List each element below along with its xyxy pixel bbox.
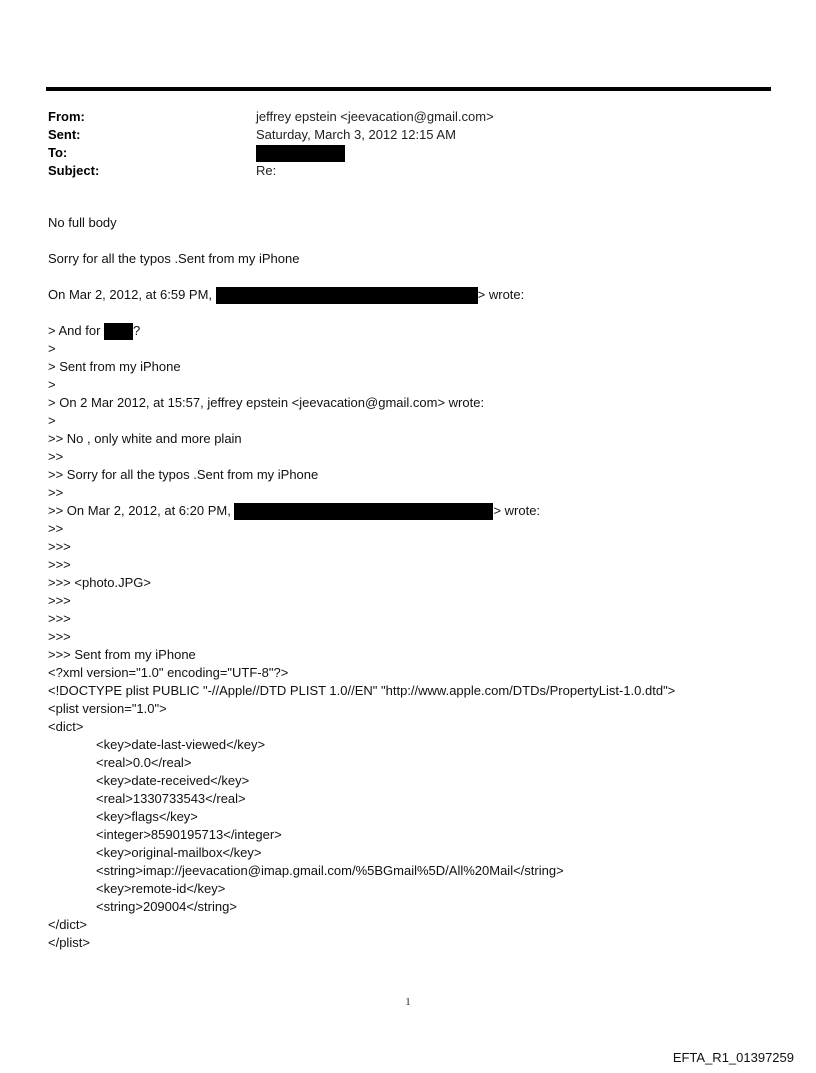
xml-line: <key>flags</key>: [96, 809, 198, 824]
to-row: [48, 144, 494, 162]
quoted-line: >>>: [48, 557, 71, 572]
quote-header-line: [48, 286, 675, 304]
quoted-line: >>: [48, 521, 64, 536]
quote-header-suffix: > wrote:: [477, 287, 525, 302]
quoted-line: >> Sorry for all the typos .Sent from my iPhone: [48, 467, 319, 482]
quoted-prefix: > And for: [48, 323, 105, 338]
bates-number: EFTA_R1_01397259: [672, 1050, 794, 1065]
quoted-line: >>> <photo.JPG>: [48, 575, 151, 590]
xml-line: <string>209004</string>: [96, 899, 237, 914]
from-row: [48, 108, 494, 126]
from-label: From:: [48, 109, 85, 124]
to-label: To:: [48, 145, 68, 160]
quoted-prefix: >> On Mar 2, 2012, at 6:20 PM,: [48, 503, 235, 518]
subject-row: [48, 162, 494, 180]
quoted-line: >> No , only white and more plain: [48, 431, 242, 446]
quoted-line: >: [48, 413, 56, 428]
xml-line: <!DOCTYPE plist PUBLIC "-//Apple//DTD PLIST 1.0//EN" "http://www.apple.com/DTDs/PropertyList-1.0.dtd">: [48, 683, 676, 698]
quoted-line: >: [48, 341, 56, 356]
subject-value: Re:: [256, 163, 277, 178]
xml-line: <?xml version="1.0" encoding="UTF-8"?>: [48, 665, 289, 680]
quoted-line: >>>: [48, 629, 71, 644]
quoted-line: > Sent from my iPhone: [48, 359, 181, 374]
xml-line: <key>remote-id</key>: [96, 881, 226, 896]
body-line: No full body: [48, 215, 117, 230]
quoted-line: [48, 502, 675, 520]
sender-redaction: [216, 287, 478, 304]
subject-label: Subject:: [48, 163, 100, 178]
quoted-line: >>>: [48, 611, 71, 626]
quoted-suffix: > wrote:: [493, 503, 541, 518]
xml-line: <key>original-mailbox</key>: [96, 845, 262, 860]
body-line: Sorry for all the typos .Sent from my iPhone: [48, 251, 300, 266]
xml-line: <string>imap://jeevacation@imap.gmail.com/%5BGmail%5D/All%20Mail</string>: [96, 863, 564, 878]
xml-line: <key>date-last-viewed</key>: [96, 737, 266, 752]
sent-value: Saturday, March 3, 2012 12:15 AM: [256, 127, 456, 142]
xml-line: <real>1330733543</real>: [96, 791, 246, 806]
xml-line: <integer>8590195713</integer>: [96, 827, 282, 842]
xml-line: <dict>: [48, 719, 84, 734]
quoted-line: >>> Sent from my iPhone: [48, 647, 196, 662]
from-value: jeffrey epstein <jeevacation@gmail.com>: [256, 109, 494, 124]
quoted-line: >>>: [48, 539, 71, 554]
quoted-suffix: ?: [133, 323, 141, 338]
to-redaction: [256, 145, 345, 162]
header-rule: [46, 87, 771, 91]
xml-line: <plist version="1.0">: [48, 701, 167, 716]
quoted-line: >: [48, 377, 56, 392]
name-redaction: [104, 323, 133, 340]
quoted-line: > On 2 Mar 2012, at 15:57, jeffrey epstein <jeevacation@gmail.com> wrote:: [48, 395, 485, 410]
xml-line: </dict>: [48, 917, 88, 932]
xml-line: </plist>: [48, 935, 90, 950]
quote-header-prefix: On Mar 2, 2012, at 6:59 PM,: [48, 287, 216, 302]
sent-row: [48, 126, 494, 144]
email-header: [48, 108, 494, 180]
quoted-line: >>: [48, 449, 64, 464]
page-number: 1: [405, 996, 411, 1008]
quoted-line: >>: [48, 485, 64, 500]
sent-label: Sent:: [48, 127, 81, 142]
quoted-line: >>>: [48, 593, 71, 608]
quoted-line: [48, 322, 675, 340]
email-body: [48, 214, 675, 952]
sender-redaction: [234, 503, 493, 520]
xml-line: <key>date-received</key>: [96, 773, 250, 788]
xml-line: <real>0.0</real>: [96, 755, 192, 770]
